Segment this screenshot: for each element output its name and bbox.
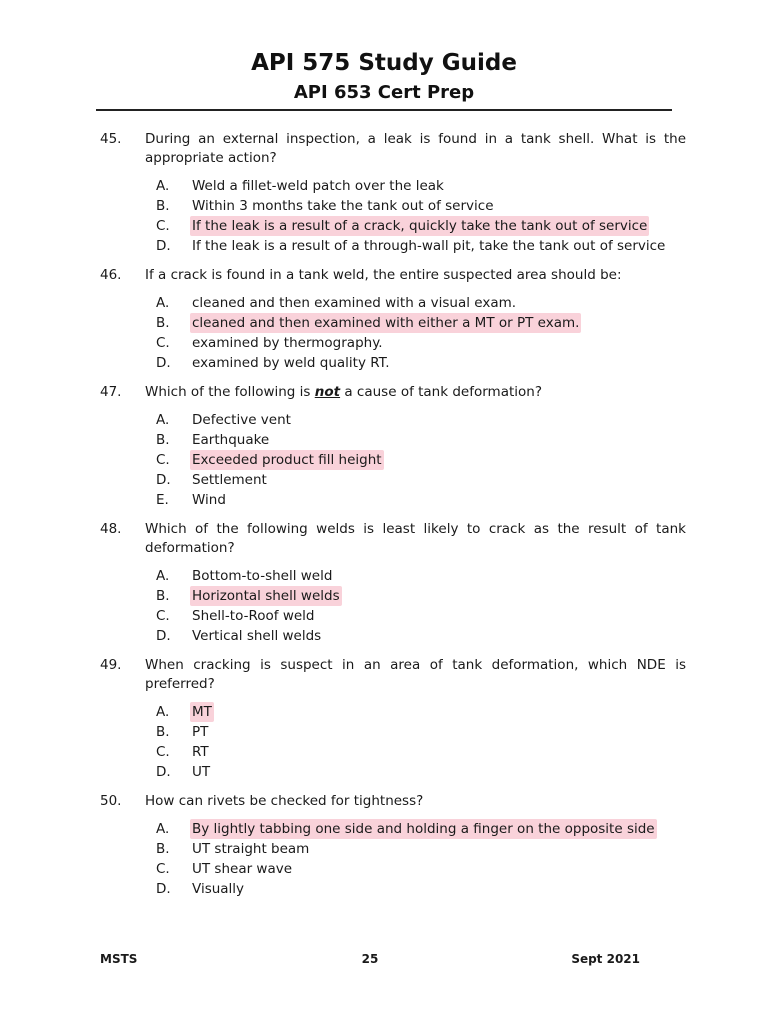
answer-options	[100, 410, 686, 510]
page-subtitle: API 653 Cert Prep	[293, 82, 475, 103]
question-text	[145, 520, 686, 558]
option-text: Wind	[192, 492, 226, 508]
question-row	[100, 792, 686, 811]
option-letter: B.	[156, 198, 170, 214]
header-divider	[96, 109, 672, 111]
question-text	[145, 792, 686, 811]
option-letter: D.	[156, 472, 171, 488]
option-letter: A.	[156, 412, 170, 428]
answer-option	[156, 819, 686, 839]
question-item	[100, 792, 686, 899]
option-letter: C.	[156, 218, 170, 234]
answer-option	[156, 626, 686, 646]
page-title: API 575 Study Guide	[251, 50, 517, 76]
page-number: 25	[361, 952, 379, 966]
question-number: 45.	[100, 131, 122, 147]
option-letter: C.	[156, 861, 170, 877]
option-letter: A.	[156, 568, 170, 584]
answer-option	[156, 470, 686, 490]
option-letter: B.	[156, 724, 170, 740]
answer-option	[156, 702, 686, 722]
option-text-highlighted: By lightly tabbing one side and holding a finger on the opposite side	[192, 821, 655, 837]
answer-option	[156, 742, 686, 762]
option-letter: D.	[156, 355, 171, 371]
option-letter: D.	[156, 628, 171, 644]
question-text-part: If a crack is found in a tank weld, the entire suspected area should be:	[145, 267, 622, 283]
option-text: Vertical shell welds	[192, 628, 322, 644]
option-letter: D.	[156, 764, 171, 780]
answer-option	[156, 353, 686, 373]
question-row	[100, 383, 686, 402]
question-list	[100, 130, 686, 909]
option-text: RT	[192, 744, 209, 760]
answer-option	[156, 333, 686, 353]
option-text: If the leak is a result of a through-wall pit, take the tank out of service	[192, 238, 666, 254]
answer-options	[100, 293, 686, 373]
option-letter: C.	[156, 335, 170, 351]
option-letter: C.	[156, 744, 170, 760]
option-letter: D.	[156, 881, 171, 897]
question-text-part: Which of the following welds is least likely to crack as the result of tank deformation?	[145, 521, 686, 556]
question-item	[100, 383, 686, 510]
answer-option	[156, 430, 686, 450]
answer-options	[100, 176, 686, 256]
question-text	[145, 383, 686, 402]
option-text: UT	[192, 764, 211, 780]
option-letter: A.	[156, 821, 170, 837]
option-text-highlighted: MT	[192, 704, 212, 720]
option-letter: E.	[156, 492, 169, 508]
option-text: cleaned and then examined with a visual exam.	[192, 295, 517, 311]
option-text: UT shear wave	[192, 861, 293, 877]
answer-option	[156, 722, 686, 742]
option-letter: B.	[156, 432, 170, 448]
answer-option	[156, 236, 686, 256]
question-item	[100, 266, 686, 373]
question-row	[100, 130, 686, 168]
question-number: 47.	[100, 384, 122, 400]
option-text: examined by weld quality RT.	[192, 355, 390, 371]
question-row	[100, 656, 686, 694]
question-emphasis: not	[314, 384, 341, 400]
option-text-highlighted: Exceeded product fill height	[192, 452, 382, 468]
option-letter: C.	[156, 452, 170, 468]
question-item	[100, 130, 686, 256]
answer-option	[156, 586, 686, 606]
answer-option	[156, 839, 686, 859]
answer-option	[156, 762, 686, 782]
option-text-highlighted: cleaned and then examined with either a MT or PT exam.	[192, 315, 580, 331]
option-letter: D.	[156, 238, 171, 254]
option-letter: B.	[156, 315, 170, 331]
question-row	[100, 520, 686, 558]
question-text	[145, 656, 686, 694]
question-number: 50.	[100, 793, 122, 809]
question-row	[100, 266, 686, 285]
footer-org: MSTS	[100, 952, 138, 966]
answer-option	[156, 313, 686, 333]
question-text-part: a cause of tank deformation?	[340, 384, 542, 400]
answer-options	[100, 566, 686, 646]
answer-option	[156, 216, 686, 236]
answer-option	[156, 293, 686, 313]
option-letter: B.	[156, 841, 170, 857]
option-text: Defective vent	[192, 412, 291, 428]
answer-option	[156, 196, 686, 216]
option-letter: A.	[156, 295, 170, 311]
option-text-highlighted: Horizontal shell welds	[192, 588, 340, 604]
question-item	[100, 520, 686, 646]
option-text: Earthquake	[192, 432, 270, 448]
option-text: PT	[192, 724, 209, 740]
option-text: Shell-to-Roof weld	[192, 608, 315, 624]
page-footer	[100, 952, 640, 970]
question-number: 46.	[100, 267, 122, 283]
option-text: Visually	[192, 881, 245, 897]
option-letter: B.	[156, 588, 170, 604]
option-letter: A.	[156, 178, 170, 194]
option-letter: A.	[156, 704, 170, 720]
option-text: Bottom-to-shell weld	[192, 568, 333, 584]
option-text: examined by thermography.	[192, 335, 383, 351]
answer-option	[156, 566, 686, 586]
option-text: Weld a fillet-weld patch over the leak	[192, 178, 444, 194]
answer-option	[156, 450, 686, 470]
answer-option	[156, 490, 686, 510]
answer-option	[156, 859, 686, 879]
option-text: Settlement	[192, 472, 267, 488]
question-text-part: During an external inspection, a leak is found in a tank shell. What is the appropriate action?	[145, 131, 686, 166]
answer-options	[100, 702, 686, 782]
option-text-highlighted: If the leak is a result of a crack, quickly take the tank out of service	[192, 218, 648, 234]
question-text	[145, 266, 686, 285]
answer-option	[156, 606, 686, 626]
question-text-part: When cracking is suspect in an area of tank deformation, which NDE is preferred?	[145, 657, 686, 692]
option-text: UT straight beam	[192, 841, 310, 857]
question-number: 48.	[100, 521, 122, 537]
answer-option	[156, 176, 686, 196]
question-number: 49.	[100, 657, 122, 673]
answer-options	[100, 819, 686, 899]
question-text-part: How can rivets be checked for tightness?	[145, 793, 424, 809]
footer-date: Sept 2021	[571, 952, 640, 966]
option-letter: C.	[156, 608, 170, 624]
answer-option	[156, 879, 686, 899]
answer-option	[156, 410, 686, 430]
question-text-part: Which of the following is	[145, 384, 315, 400]
question-text	[145, 130, 686, 168]
question-item	[100, 656, 686, 782]
option-text: Within 3 months take the tank out of service	[192, 198, 494, 214]
